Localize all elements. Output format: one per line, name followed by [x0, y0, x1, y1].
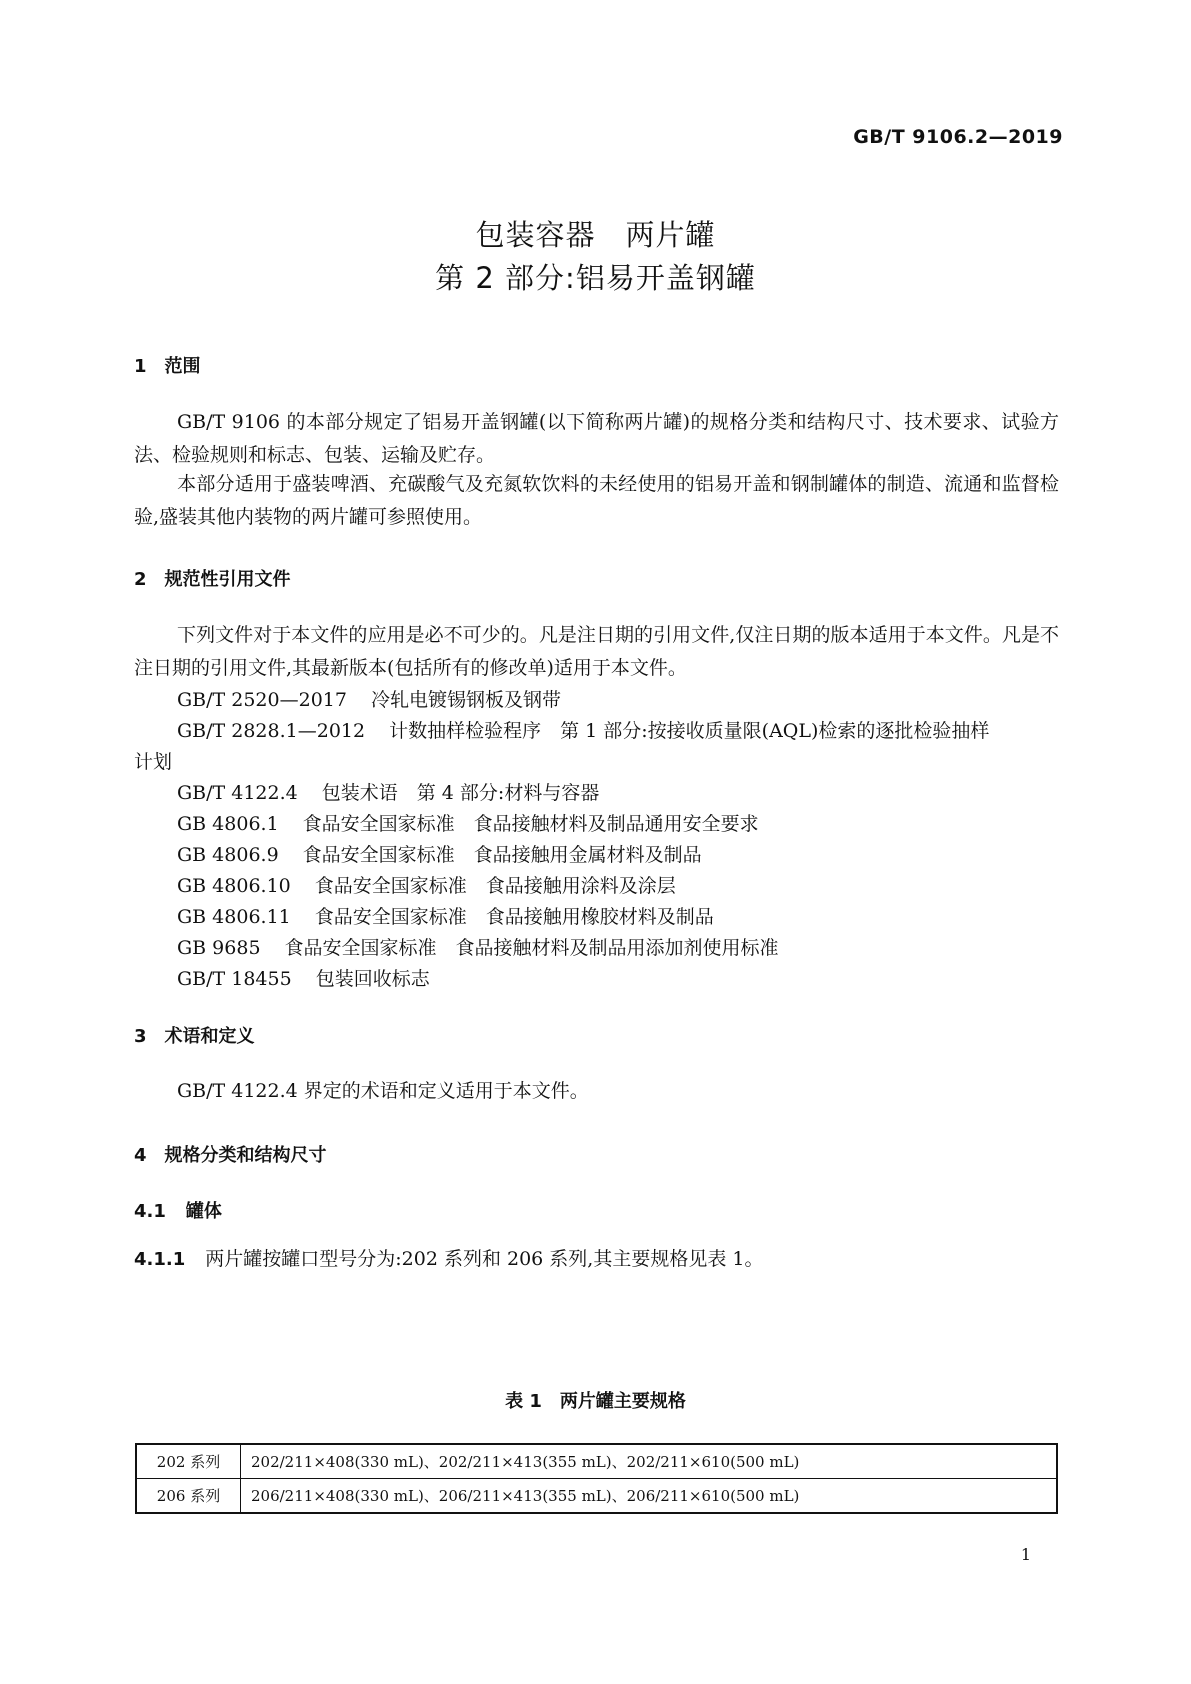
paragraph-text: GB/T 4122.4 界定的术语和定义适用于本文件。: [177, 1080, 589, 1102]
section-number: 3: [134, 1026, 147, 1047]
reference-title: 包装术语 第 4 部分:材料与容器: [321, 782, 600, 804]
table-cell-series: 206 系列: [136, 1479, 241, 1514]
reference-code: GB 4806.1: [177, 813, 279, 835]
table-cell-specs: 202/211×408(330 mL)、202/211×413(355 mL)、202/211×610(500 mL): [241, 1444, 1058, 1479]
section-2-heading: [134, 565, 291, 591]
reference-item: [177, 716, 989, 743]
table-cell-series: 202 系列: [136, 1444, 241, 1479]
paragraph-text: 下列文件对于本文件的应用是必不可少的。凡是注日期的引用文件,仅注日期的版本适用于本文件。凡是不注日期的引用文件,其最新版本(包括所有的修改单)适用于本文件。: [134, 624, 1059, 679]
clause-number: 4.1.1: [134, 1249, 186, 1270]
reference-code: GB 9685: [177, 937, 261, 959]
section-title: 术语和定义: [164, 1026, 255, 1047]
section-number: 2: [134, 569, 147, 590]
section-number: 4: [134, 1145, 147, 1166]
section-3-heading: [134, 1022, 255, 1048]
section-1-paragraph-2: [134, 468, 1059, 534]
reference-code: GB/T 2828.1—2012: [177, 720, 366, 742]
reference-code: GB 4806.9: [177, 844, 279, 866]
clause-text: 两片罐按罐口型号分为:202 系列和 206 系列,其主要规格见表 1。: [205, 1248, 764, 1270]
reference-title: 食品安全国家标准 食品接触用涂料及涂层: [314, 875, 676, 897]
section-3-paragraph-1: [134, 1075, 1059, 1108]
clause-4-1-1: [134, 1244, 763, 1271]
subsection-4-1-heading: [134, 1197, 222, 1223]
document-title-line2: 第 2 部分:铝易开盖钢罐: [435, 261, 756, 295]
reference-item: [177, 685, 561, 712]
reference-title: 食品安全国家标准 食品接触用金属材料及制品: [302, 844, 702, 866]
reference-title: 食品安全国家标准 食品接触材料及制品用添加剂使用标准: [284, 937, 779, 959]
reference-code: GB 4806.10: [177, 875, 291, 897]
section-title: 范围: [164, 356, 201, 377]
reference-item: [177, 809, 759, 836]
section-number: 1: [134, 356, 147, 377]
table-1: [135, 1443, 1058, 1514]
section-1-heading: [134, 352, 201, 378]
reference-code: GB/T 4122.4: [177, 782, 298, 804]
section-title: 规范性引用文件: [164, 569, 291, 590]
reference-item: [177, 933, 779, 960]
reference-title: 计数抽样检验程序 第 1 部分:按接收质量限(AQL)检索的逐批检验抽样: [389, 720, 990, 742]
table-row: [136, 1444, 1057, 1479]
reference-title: 食品安全国家标准 食品接触用橡胶材料及制品: [314, 906, 714, 928]
page-number: 1: [1020, 1545, 1031, 1564]
subsection-number: 4.1: [134, 1201, 166, 1222]
reference-code: GB/T 18455: [177, 968, 292, 990]
reference-code: GB 4806.11: [177, 906, 291, 928]
section-2-intro: [134, 619, 1059, 685]
reference-item: [177, 778, 599, 805]
paragraph-text: GB/T 9106 的本部分规定了铝易开盖钢罐(以下简称两片罐)的规格分类和结构尺寸、技术要求、试验方法、检验规则和标志、包装、运输及贮存。: [134, 411, 1059, 466]
reference-item: [177, 964, 430, 991]
document-title-line1: 包装容器 两片罐: [475, 218, 716, 252]
reference-title: 冷轧电镀锡钢板及钢带: [370, 689, 561, 711]
reference-title-continuation: 计划: [134, 751, 173, 773]
reference-item: [177, 871, 676, 898]
reference-item: [177, 902, 714, 929]
reference-code: GB/T 2520—2017: [177, 689, 347, 711]
reference-item: [177, 840, 702, 867]
reference-title: 食品安全国家标准 食品接触材料及制品通用安全要求: [302, 813, 759, 835]
table-1-caption: 表 1 两片罐主要规格: [505, 1391, 686, 1412]
section-4-heading: [134, 1141, 327, 1167]
subsection-title: 罐体: [185, 1201, 222, 1222]
table-cell-specs: 206/211×408(330 mL)、206/211×413(355 mL)、206/211×610(500 mL): [241, 1479, 1058, 1514]
table-row: [136, 1479, 1057, 1514]
section-1-paragraph-1: [134, 406, 1059, 472]
reference-title: 包装回收标志: [315, 968, 430, 990]
paragraph-text: 本部分适用于盛装啤酒、充碳酸气及充氮软饮料的未经使用的铝易开盖和钢制罐体的制造、流通和监督检验,盛装其他内装物的两片罐可参照使用。: [134, 473, 1059, 528]
standard-code: GB/T 9106.2—2019: [853, 126, 1063, 148]
section-title: 规格分类和结构尺寸: [164, 1145, 327, 1166]
